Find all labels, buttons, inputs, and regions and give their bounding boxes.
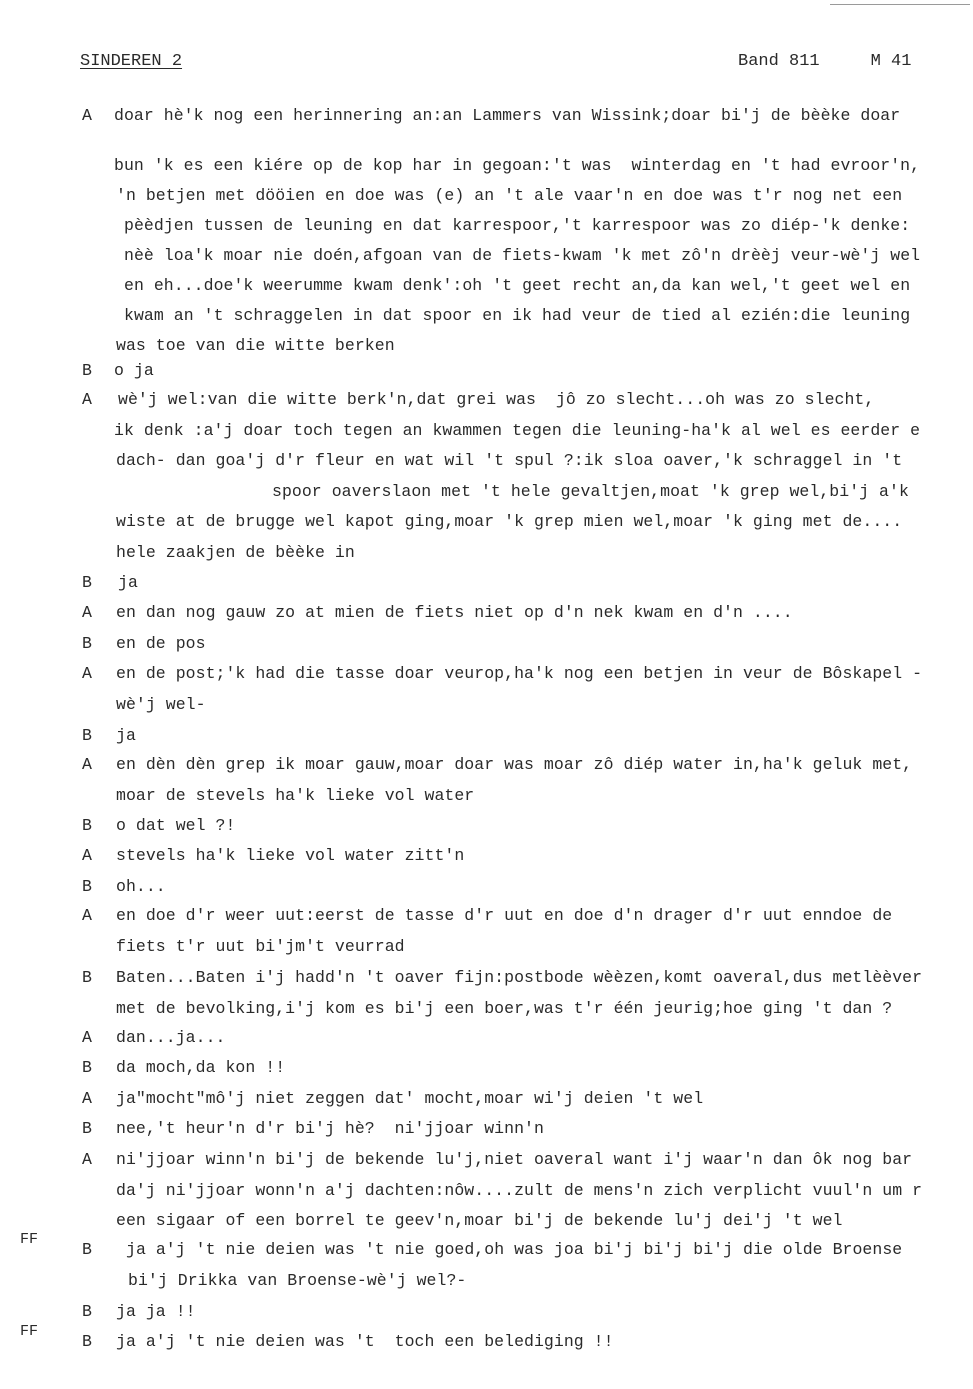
transcript-line: en eh...doe'k weerumme kwam denk':oh 't geet recht an,da kan wel,'t geet wel en (124, 276, 911, 295)
transcript-line: fiets t'r uut bi'jm't veurrad (116, 936, 405, 956)
transcript-line: oh... (116, 877, 166, 896)
transcript-line: wè'j wel- (116, 694, 206, 714)
transcript-line: en dèn dèn grep ik moar gauw,moar doar was moar zô diép water in,ha'k geluk met, (116, 755, 913, 774)
transcript-line: moar de stevels ha'k lieke vol water (116, 785, 475, 805)
transcript-line: bun 'k es een kiére op de kop har in gegoan:'t was winterdag en 't had evroor'n, (114, 156, 921, 175)
transcript-line: pèèdjen tussen de leuning en dat karrespoor,'t karrespoor was zo diép-'k denke: (124, 216, 911, 235)
speaker-label: B (82, 1332, 92, 1351)
speaker-label: A (82, 906, 92, 925)
speaker-label: A (82, 1089, 92, 1108)
transcript-line: ja (118, 573, 138, 592)
transcript-line: dan...ja... (116, 1028, 226, 1047)
speaker-label: A (82, 106, 92, 125)
margin-note: FF (20, 1323, 39, 1340)
speaker-label: A (82, 603, 92, 622)
transcript-line: dach- dan goa'j d'r fleur en wat wil 't spul ?:ik sloa oaver,'k schraggel in 't (116, 451, 903, 470)
speaker-label: B (82, 1058, 92, 1077)
transcript-line: nèè loa'k moar nie doén,afgoan van de fiets-kwam 'k met zô'n drèèj veur-wè'j wel (124, 246, 921, 265)
transcript-line: en dan nog gauw zo at mien de fiets niet op d'n nek kwam en d'n .... (116, 603, 793, 622)
transcript-line: wè'j wel:van die witte berk'n,dat grei was jô zo slecht...oh was zo slecht, (118, 390, 875, 409)
transcript-line: was toe van die witte berken (116, 336, 395, 355)
transcript-line: Baten...Baten i'j hadd'n 't oaver fijn:postbode wèèzen,komt oaveral,dus metlèèver (116, 968, 923, 987)
band-reference (738, 52, 911, 71)
transcript-line: bi'j Drikka van Broense-wè'j wel?- (128, 1270, 467, 1290)
speaker-label: A (82, 1028, 92, 1047)
speaker-label: B (82, 634, 92, 653)
margin-note: FF (20, 1231, 39, 1248)
transcript-line: o ja (114, 361, 154, 380)
transcript-line: een sigaar of een borrel te geev'n,moar bi'j de bekende lu'j dei'j 't wel (116, 1211, 843, 1230)
transcript-line: en doe d'r weer uut:eerst de tasse d'r uut en doe d'n drager d'r uut enndoe de (116, 906, 893, 925)
transcript-line: ja ja !! (116, 1302, 196, 1321)
speaker-label: B (82, 968, 92, 987)
transcript-line: kwam an 't schraggelen in dat spoor en ik had veur de tied al ezién:die leuning (124, 306, 911, 325)
transcript-line: hele zaakjen de bèèke in (116, 542, 355, 562)
transcript-line: spoor oaverslaon met 't hele gevaltjen,moat 'k grep wel,bi'j a'k (272, 481, 909, 501)
speaker-label: B (82, 361, 92, 380)
transcript-line: ni'jjoar winn'n bi'j de bekende lu'j,niet oaveral want i'j waar'n dan ôk nog bar (116, 1150, 913, 1169)
speaker-label: A (82, 1150, 92, 1169)
speaker-label: B (82, 573, 92, 592)
transcript-line: 'n betjen met dööien en doe was (e) an 't ale vaar'n en doe was t'r nog net een (116, 186, 903, 205)
transcript-line: wiste at de brugge wel kapot ging,moar 'k grep mien wel,moar 'k ging met de.... (116, 512, 903, 531)
transcript-line: ja a'j 't nie deien was 't nie goed,oh was joa bi'j bi'j bi'j die olde Broense (126, 1240, 903, 1259)
speaker-label: B (82, 1302, 92, 1321)
speaker-label: A (82, 846, 92, 865)
transcript-line: da moch,da kon !! (116, 1058, 286, 1077)
transcript-line: stevels ha'k lieke vol water zitt'n (116, 846, 465, 865)
speaker-label: A (82, 664, 92, 683)
speaker-label: B (82, 877, 92, 896)
transcript-line: ja a'j 't nie deien was 't toch een belediging !! (116, 1332, 614, 1351)
document-code: M 41 (870, 52, 912, 71)
speaker-label: B (82, 726, 92, 745)
speaker-label: B (82, 1119, 92, 1138)
transcript-line: met de bevolking,i'j kom es bi'j een boer,was t'r één jeurig;hoe ging 't dan ? (116, 998, 893, 1018)
top-rule (830, 4, 970, 5)
transcript-line: doar hè'k nog een herinnering an:an Lammers van Wissink;doar bi'j de bèèke doar (114, 106, 901, 125)
transcript-line: o dat wel ?! (116, 816, 236, 835)
transcript-line: ja (116, 726, 136, 745)
speaker-label: B (82, 1240, 92, 1259)
document-title: SINDEREN 2 (80, 52, 183, 71)
transcript-line: ik denk :a'j doar toch tegen an kwammen tegen die leuning-ha'k al wel es eerder e (114, 420, 921, 440)
transcript-line: en de post;'k had die tasse doar veurop,ha'k nog een betjen in veur de Bôskapel - (116, 664, 923, 683)
transcript-line: en de pos (116, 634, 206, 653)
band-number: Band 811 (738, 52, 820, 71)
speaker-label: A (82, 755, 92, 774)
transcript-line: ja"mocht"mô'j niet zeggen dat' mocht,moar wi'j deien 't wel (116, 1089, 704, 1108)
speaker-label: A (82, 390, 92, 409)
speaker-label: B (82, 816, 92, 835)
transcript-line: da'j ni'jjoar wonn'n a'j dachten:nôw....zult de mens'n zich verplicht vuul'n um r (116, 1180, 923, 1200)
transcript-line: nee,'t heur'n d'r bi'j hè? ni'jjoar winn'n (116, 1119, 544, 1138)
